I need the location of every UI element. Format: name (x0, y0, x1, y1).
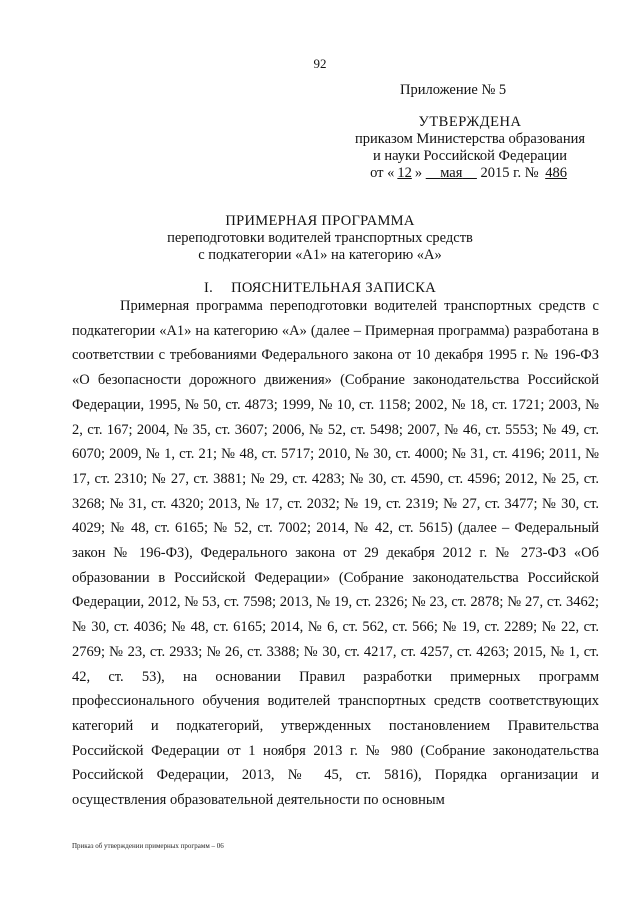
approved-label: УТВЕРЖДЕНА (418, 114, 522, 130)
program-subtitle-line2: с подкатегории «А1» на категорию «А» (198, 247, 442, 263)
body-paragraph: Примерная программа переподготовки водителей транспортных средств с подкатегории «А1» на категорию «А» (далее – Примерная программа) разработана в соответствии с требованиями Федерального закона от 10 декабря 1995 г. № 196-ФЗ «О безопасности дорожного движения» (Собрание законодательства Российской Федерации, 1995, № 50, ст. 4873; 1999, № 10, ст. 1158; 2002, № 18, ст. 1721; 2003, № 2, ст. 167; 2004, № 35, ст. 3607; 2006, № 52, ст. 5498; 2007, № 46, ст. 5553; № 49, ст. 6070; 2009, № 1, ст. 21; № 48, ст. 5717; 2010, № 30, ст. 4000; № 31, ст. 4196; 2011, № 17, ст. 2310; № 27, ст. 3881; № 29, ст. 4283; № 30, ст. 4590, ст. 4596; 2012, № 25, ст. 3268; № 31, ст. 4320; 2013, № 17, ст. 2032; № 19, ст. 2319; № 27, ст. 3477; № 30, ст. 4029; № 48, ст. 6165; № 52, ст. 7002; 2014, № 42, ст. 5615) (далее – Федеральный закон № 196-ФЗ), Федерального закона от 29 декабря 2012 г. № 273-ФЗ «Об образовании в Российской Федерации» (Собрание законодательства Российской Федерации, 2012, № 53, ст. 7598; 2013, № 19, ст. 2326; № 23, ст. 2878; № 27, ст. 3462; № 30, ст. 4036; № 48, ст. 6165; 2014, № 6, ст. 562, ст. 566; № 19, ст. 2289; № 22, ст. 2769; № 23, ст. 2933; № 26, ст. 3388; № 30, ст. 4217, ст. 4257, ст. 4263; 2015, № 1, ст. 42, ст. 53), на основании Правил разработки примерных программ профессионального обучения водителей транспортных средств соответствующих категорий и подкатегорий, утвержденных постановлением Правительства Российской Федерации от 1 ноября 2013 г. № 980 (Собрание законодательства Российской Федерации, 2013, № 45, ст. 5816), Порядка организации и осуществления образовательной деятельности по основным (72, 298, 599, 809)
approval-authority-line1: приказом Министерства образования (354, 131, 586, 147)
date-month: мая (440, 165, 463, 181)
date-mid: » (414, 165, 423, 181)
approval-date (340, 165, 600, 182)
program-title: ПРИМЕРНАЯ ПРОГРАММА (225, 213, 415, 229)
section-title: ПОЯСНИТЕЛЬНАЯ ЗАПИСКА (231, 280, 436, 296)
section-number: I. (204, 280, 214, 296)
program-subtitle-line1: переподготовки водителей транспортных средств (167, 230, 473, 246)
appendix-label: Приложение № 5 (400, 82, 507, 98)
order-number: 486 (545, 165, 567, 181)
date-day: 12 (397, 165, 412, 181)
footer-note: Приказ об утверждении примерных программ – 06 (72, 842, 224, 850)
date-prefix: от « (370, 165, 395, 181)
date-month-field (426, 165, 477, 182)
page-number: 92 (313, 56, 327, 71)
approval-authority-line2: и науки Российской Федерации (372, 148, 568, 164)
date-year: 2015 г. № (480, 165, 539, 181)
